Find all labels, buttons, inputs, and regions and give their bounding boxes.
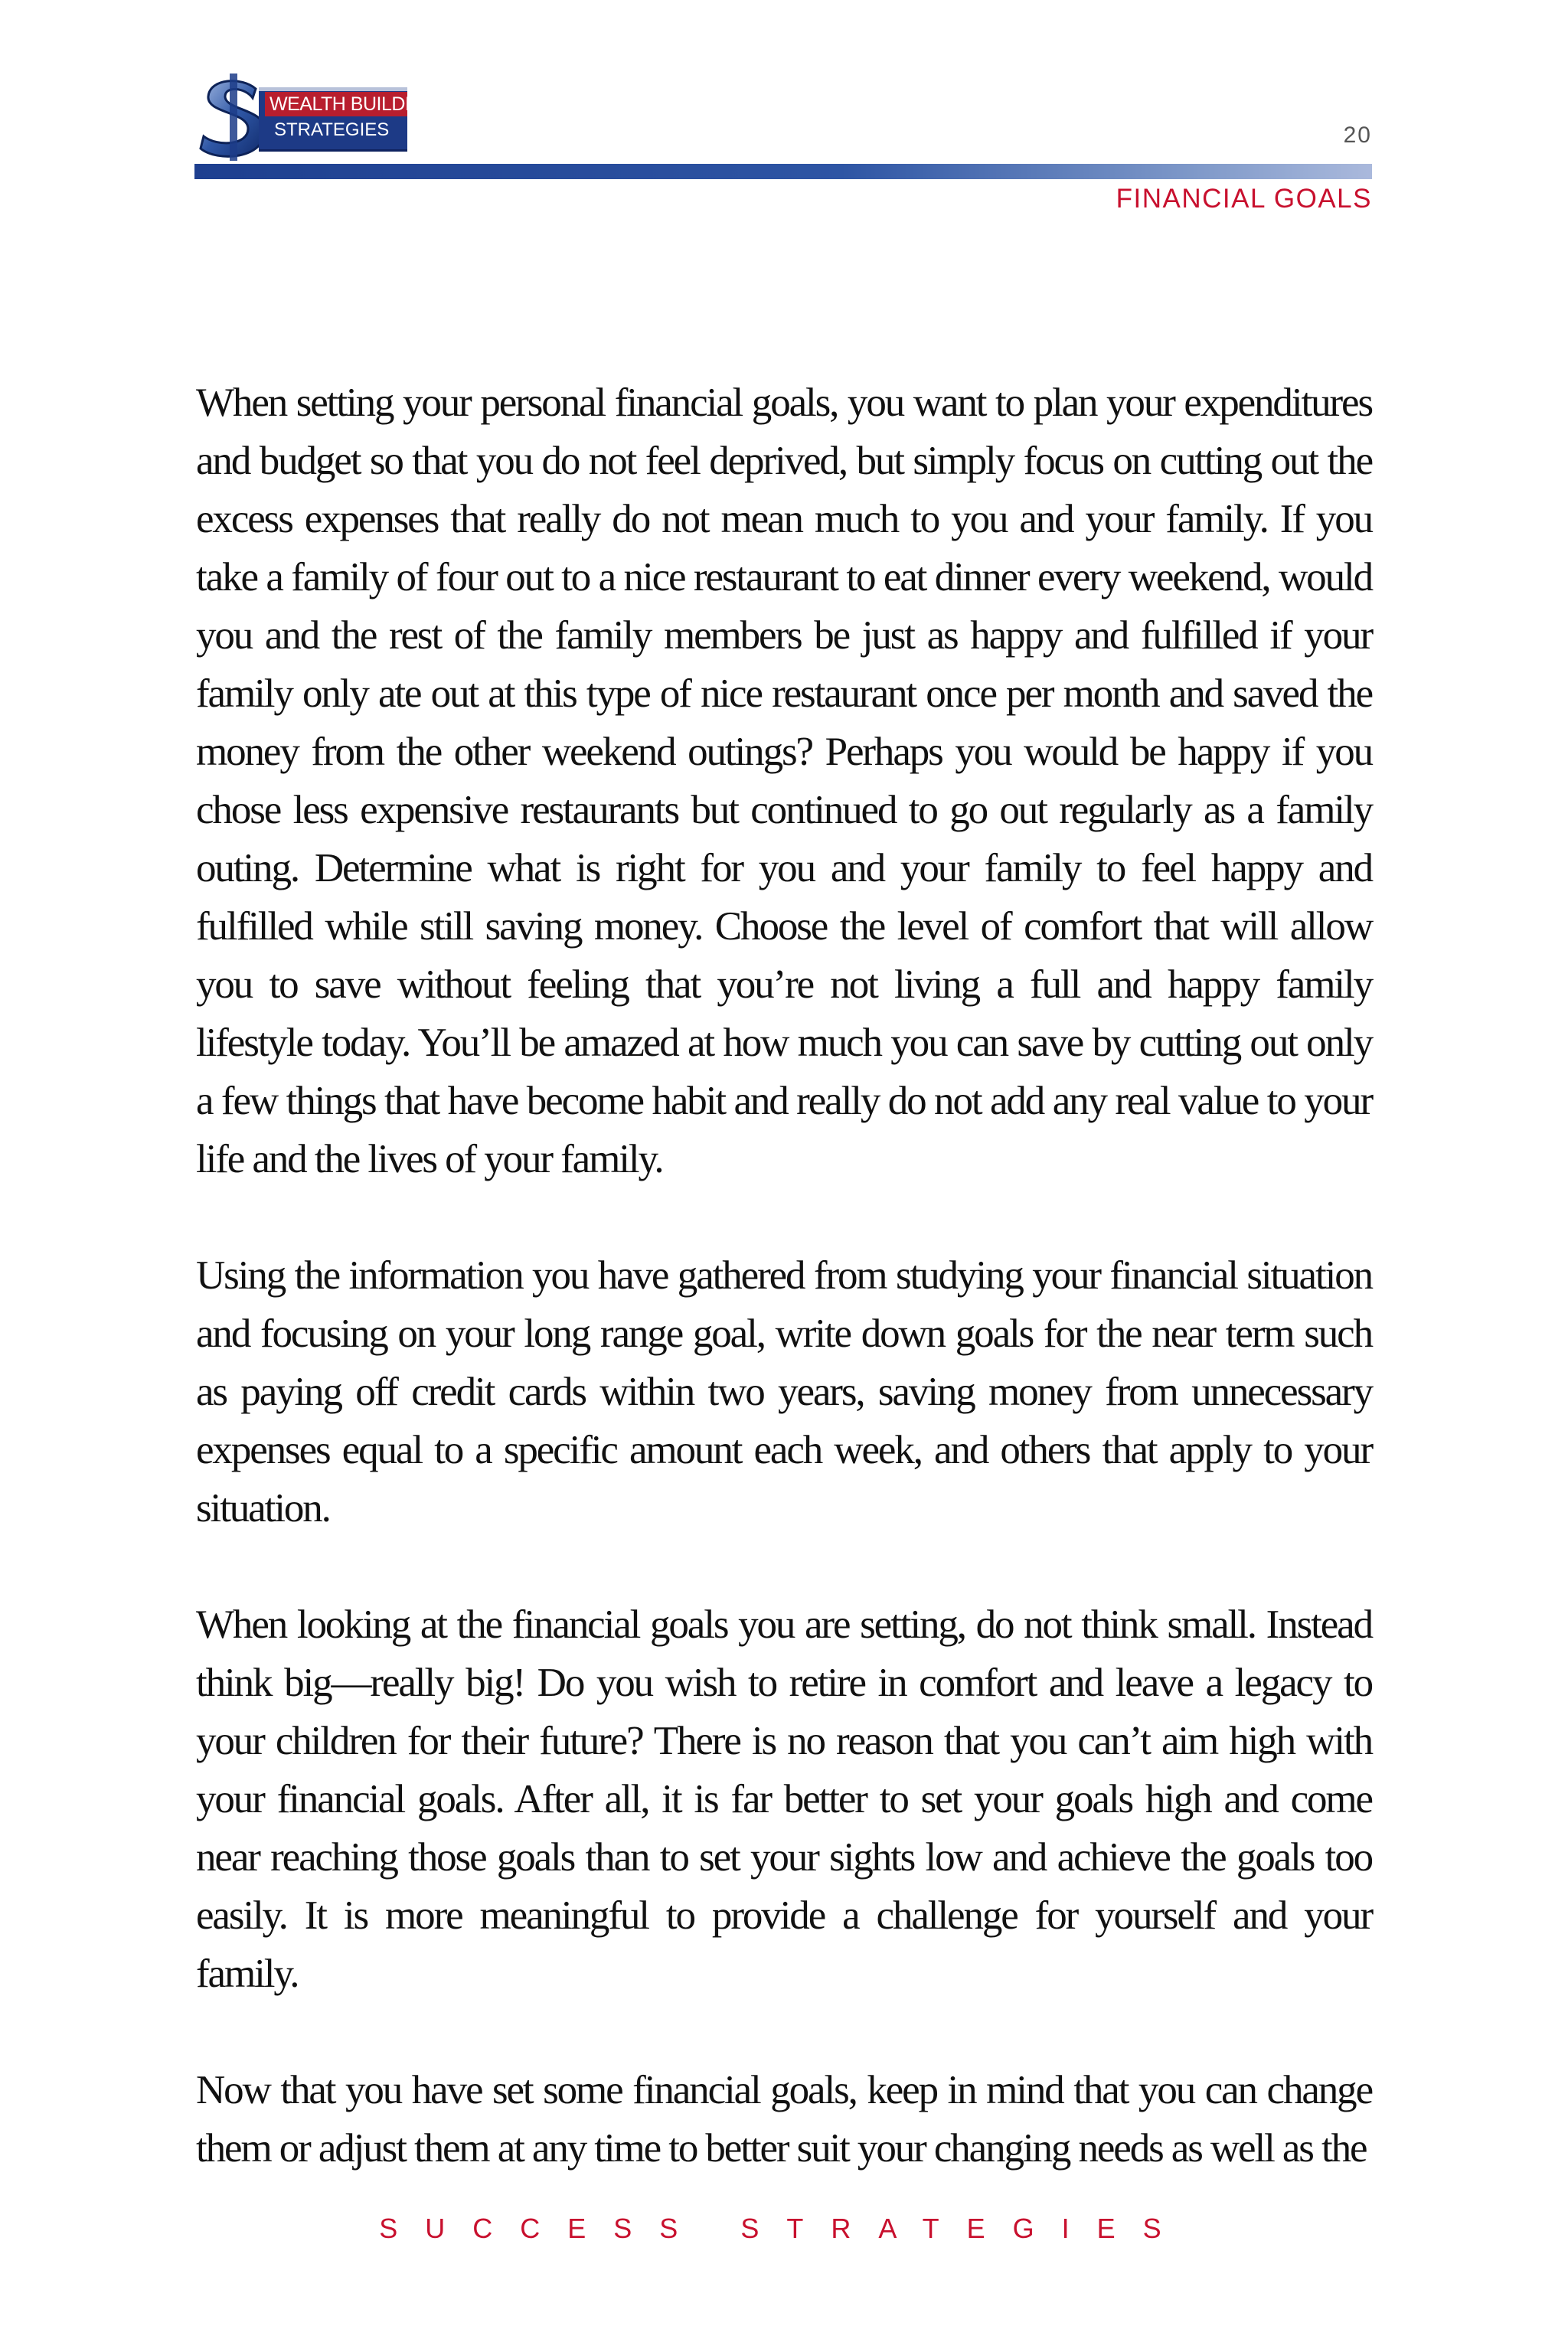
paragraph: When looking at the financial goals you are setting, do not think small. Instead think big—really big! Do you wish to retire in comfort and leave a legacy to your children for their future? There is no reason that you can’t aim high with your financial goals. After all, it is far better to set your goals high and come near reaching those goals than to set your sights low and achieve the goals too easily. It is more meaningful to provide a challenge for yourself and your family. [196, 1602, 1372, 1996]
footer-running-title: SUCCESS STRATEGIES [379, 2213, 1189, 2244]
page-number: 20 [1343, 122, 1372, 148]
paragraph: Using the information you have gathered from studying your financial situation and focusing on your long range goal, write down goals for the near term such as paying off credit cards within two years, saving money from unnecessary expenses equal to a specific amount each week, and others that apply to your situation. [196, 1253, 1372, 1530]
paragraph: Now that you have set some financial goals, keep in mind that you can change them or adjust them at any time to better suit your changing needs as well as the [196, 2068, 1372, 2171]
paragraph: When setting your personal financial goals, you want to plan your expenditures and budget so that you do not feel deprived, but simply focus on cutting out the excess expenses that really do not mean much to you and your family. If you take a family of four out to a nice restaurant to eat dinner every weekend, would you and the rest of the family members be just as happy and fulfilled if your family only ate out at this type of nice restaurant once per month and saved the money from the other weekend outings? Perhaps you would be happy if you chose less expensive restaurants but continued to go out regularly as a family outing. Determine what is right for you and your family to feel happy and fulfilled while still saving money. Choose the level of comfort that will allow you to save without feeling that you’re not living a full and happy family lifestyle today. You’ll be amazed at how much you can save by cutting out only a few things that have become habit and really do not add any real value to your life and the lives of your family. [196, 381, 1372, 1181]
brand-logo [194, 69, 438, 165]
logo-text-wealth-building: WEALTH BUILDING [265, 92, 407, 116]
section-title: FINANCIAL GOALS [1116, 184, 1372, 214]
logo-text-strategies: STRATEGIES [274, 119, 390, 140]
header-rule [194, 164, 1372, 179]
body-text [196, 374, 1372, 2236]
